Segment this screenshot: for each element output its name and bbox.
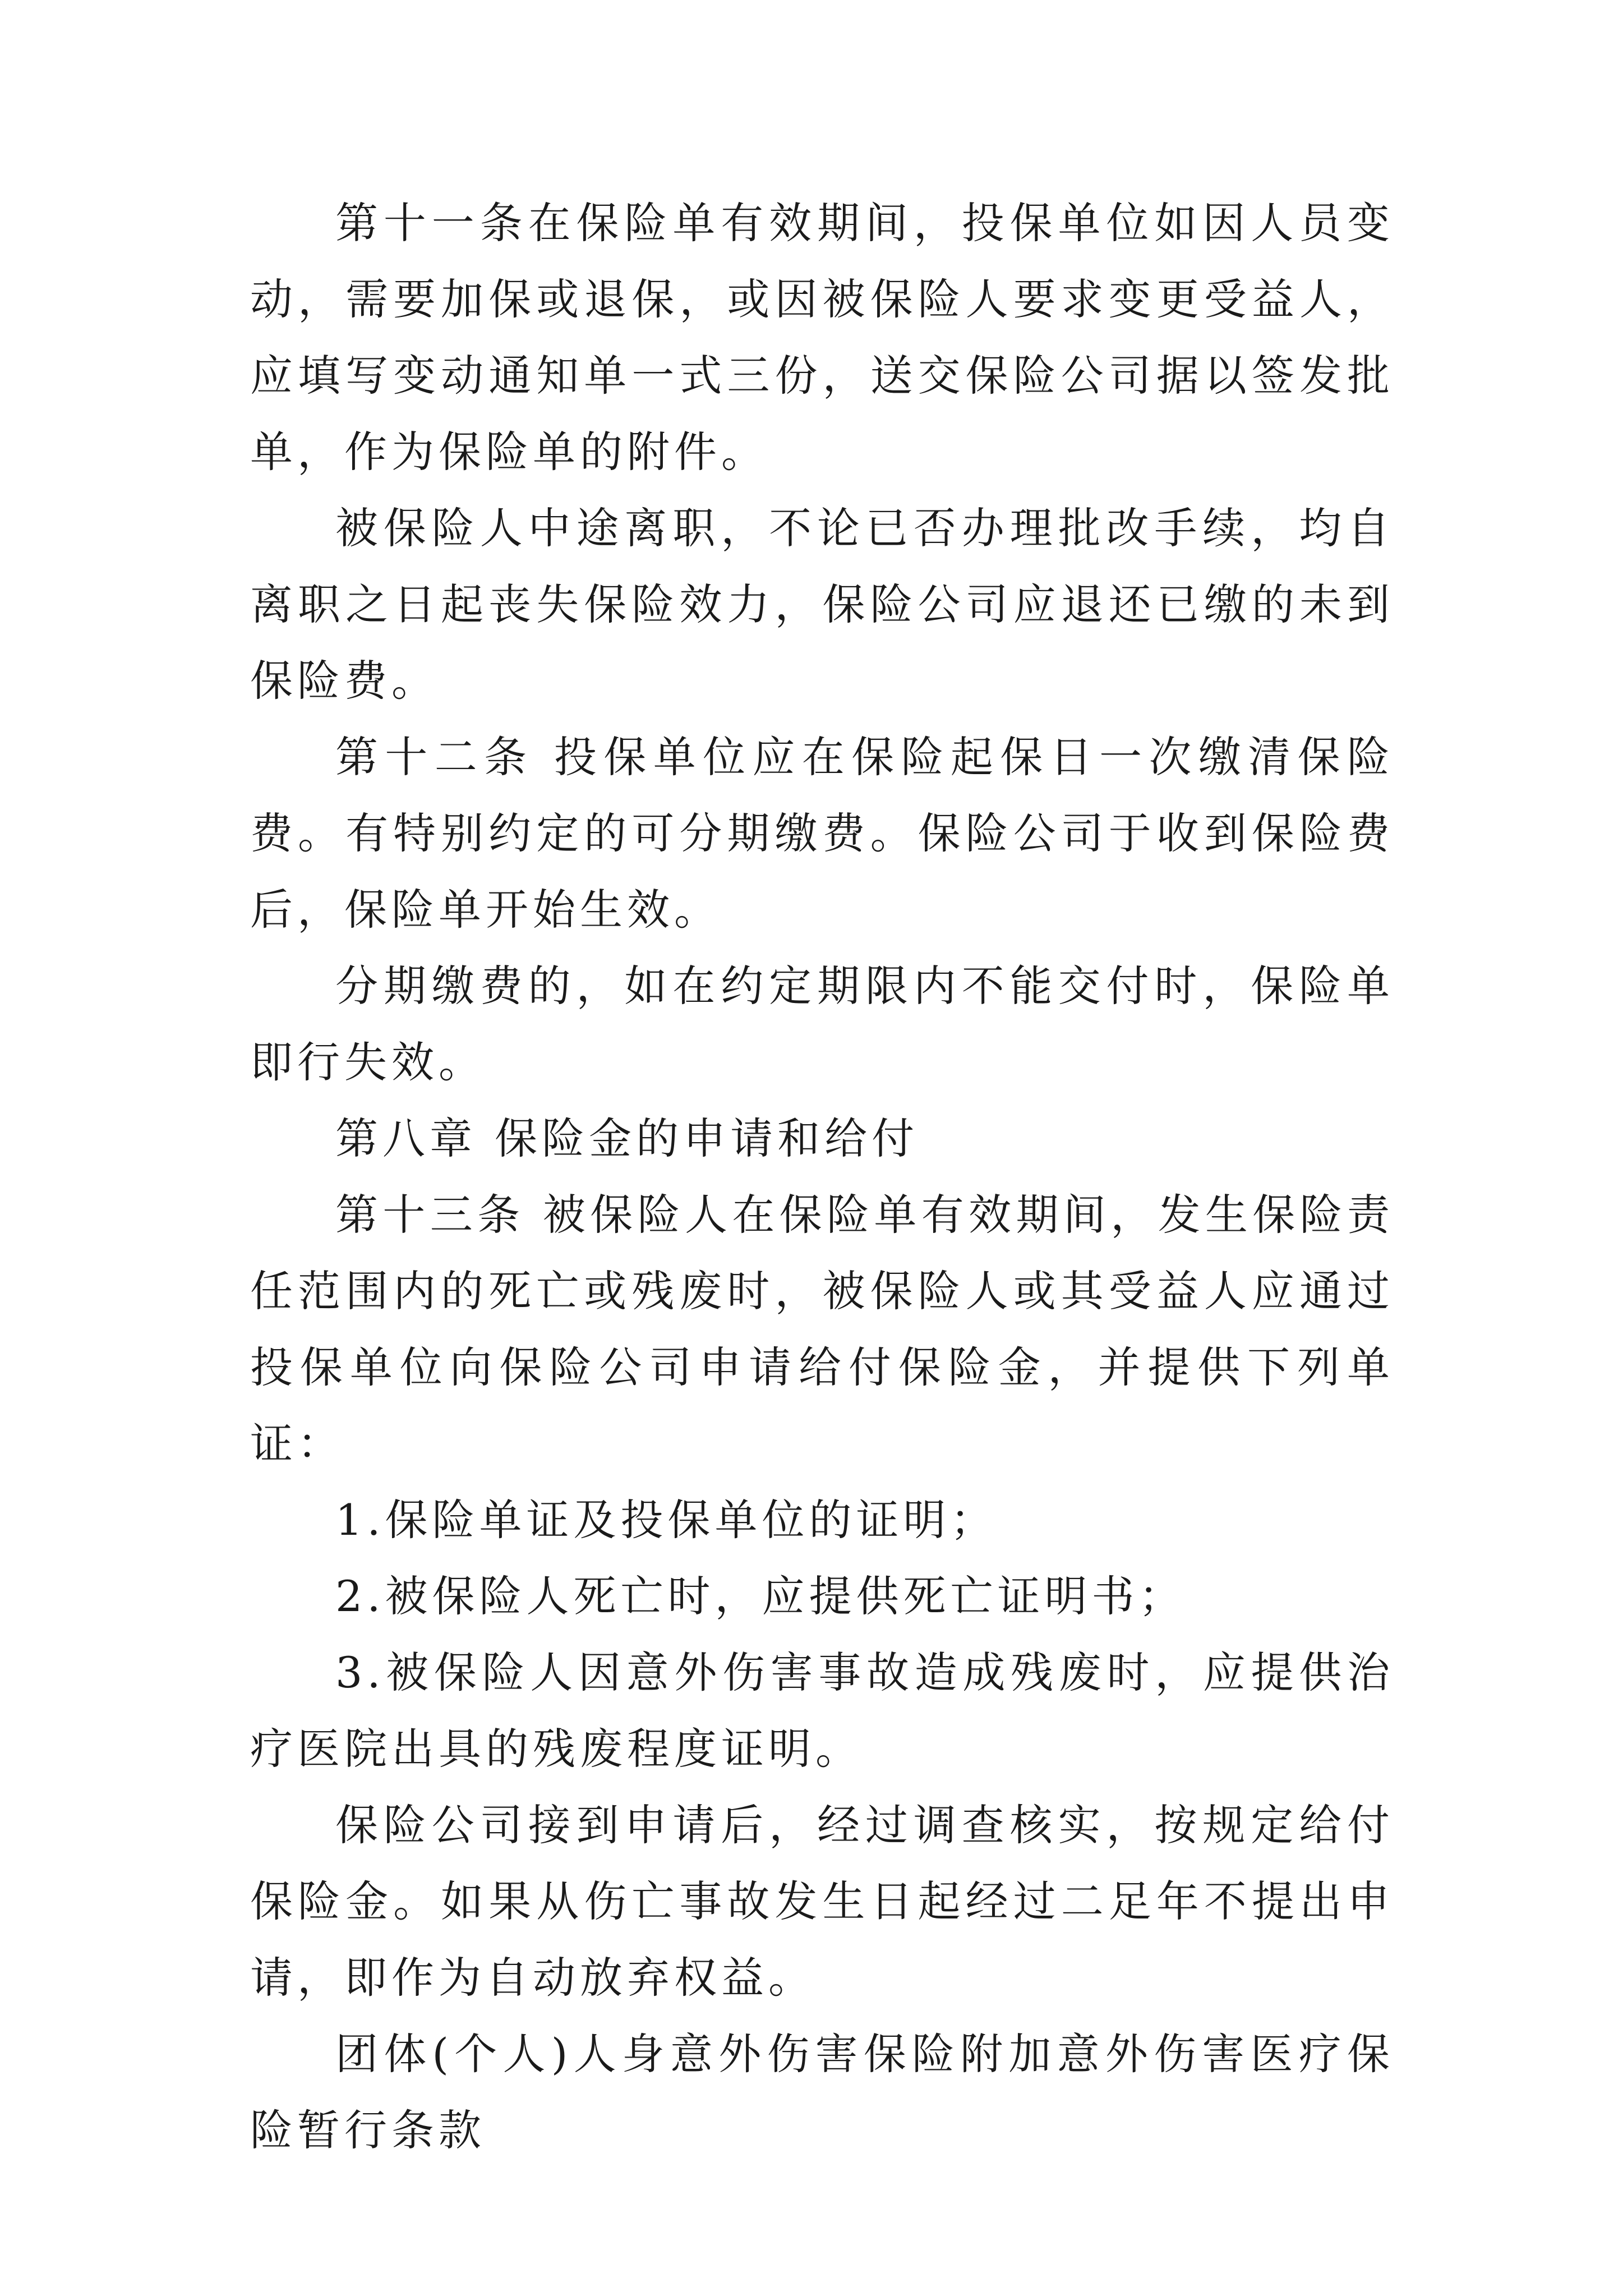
paragraph-installment: 分期缴费的，如在约定期限内不能交付时，保险单即行失效。 (250, 961, 1394, 1087)
chapter-heading: 第八章 保险金的申请和给付 (335, 1114, 919, 1163)
paragraph-claim-process: 保险公司接到申请后，经过调查核实，按规定给付保险金。如果从伤亡事故发生日起经过二足年不提出申请，即作为自动放弃权益。 (250, 1800, 1394, 2003)
list-item-1: 1.保险单证及投保单位的证明； (335, 1495, 998, 1545)
paragraph-article-13: 第十三条 被保险人在保险单有效期间，发生保险责任范围内的死亡或残废时，被保险人或其受益人应通过投保单位向保险公司申请给付保险金，并提供下列单证： (250, 1190, 1394, 1469)
paragraph-article-12: 第十二条 投保单位应在保险起保日一次缴清保险费。有特别约定的可分期缴费。保险公司于收到保险费后，保险单开始生效。 (250, 732, 1394, 935)
list-item-2: 2.被保险人死亡时，应提供死亡证明书； (335, 1571, 1186, 1621)
document-body (250, 185, 1394, 2169)
section-title: 团体(个人)人身意外伤害保险附加意外伤害医疗保险暂行条款 (250, 2029, 1394, 2155)
paragraph-article-11: 第十一条在保险单有效期间，投保单位如因人员变动，需要加保或退保，或因被保险人要求变更受益人，应填写变动通知单一式三份，送交保险公司据以签发批单，作为保险单的附件。 (250, 198, 1394, 477)
list-item-3: 3.被保险人因意外伤害事故造成残废时，应提供治疗医院出具的残废程度证明。 (250, 1648, 1394, 1774)
paragraph-resignation: 被保险人中途离职，不论已否办理批改手续，均自离职之日起丧失保险效力，保险公司应退还已缴的未到保险费。 (250, 503, 1394, 706)
